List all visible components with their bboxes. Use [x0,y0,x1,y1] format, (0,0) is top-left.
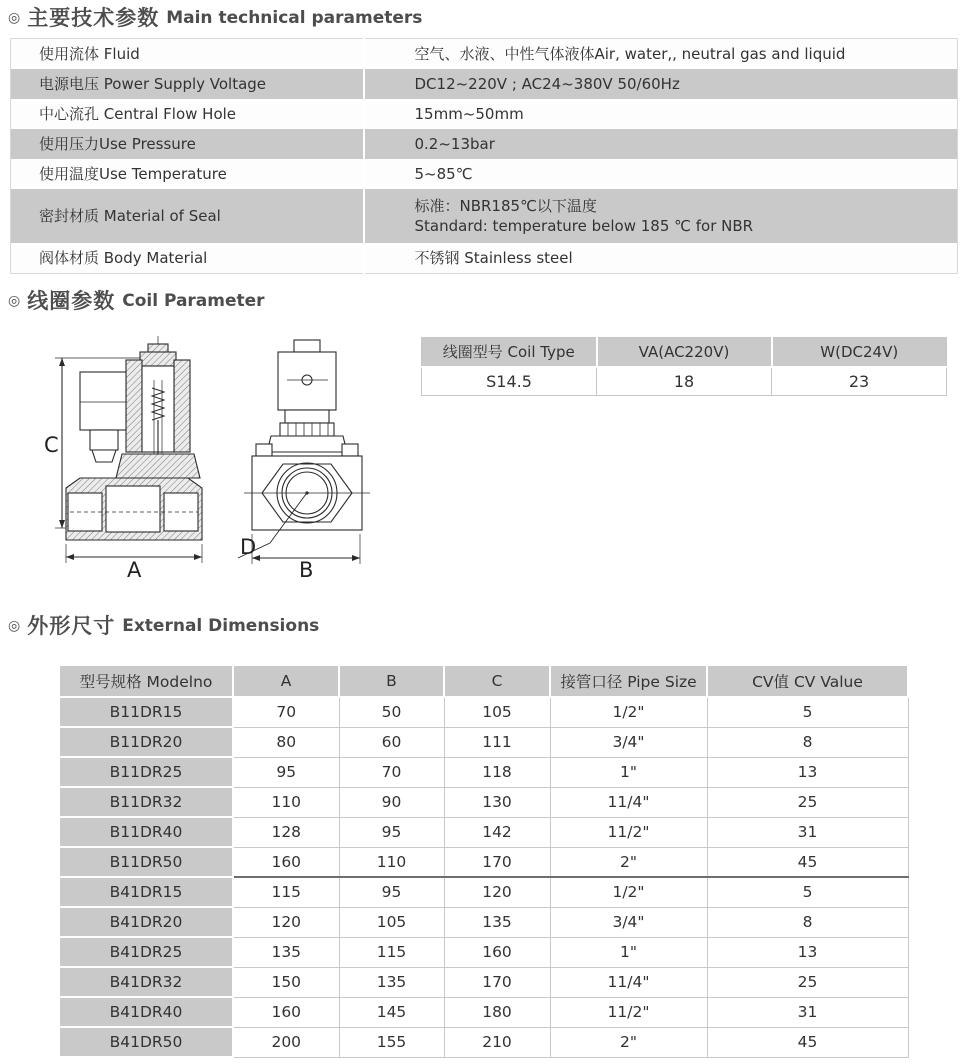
dimension-value-cell: 105 [444,697,550,727]
dim-header-pipe-size: 接管口径 Pipe Size [550,665,707,697]
dimension-value-cell: 180 [444,997,550,1027]
coil-va-value: 18 [597,367,772,396]
dimension-value-cell: 25 [707,967,908,997]
dimension-value-cell: 2" [550,847,707,877]
param-value-line-en: Standard: temperature below 185 ℃ for NBR [414,217,754,235]
dimensions-table-row [59,967,908,997]
dimension-value-cell: 13 [707,937,908,967]
dim-label-b: B [299,558,314,580]
model-number-cell: B41DR50 [59,1027,233,1057]
coil-w-value: 23 [772,367,947,396]
dimensions-title-zh: 外形尺寸 [27,614,116,638]
param-row-temperature [11,159,958,189]
dimension-value-cell: 135 [233,937,339,967]
coil-header-type: 线圈型号 Coil Type [422,338,597,367]
dimension-value-cell: 70 [339,757,444,787]
dimension-value-cell: 210 [444,1027,550,1057]
param-label: 中心流孔 Central Flow Hole [11,99,364,129]
param-value: 空气、水液、中性气体液体Air, water,, neutral gas and liquid [414,45,846,63]
valve-technical-drawing [40,330,400,580]
dimension-value-cell: 80 [233,727,339,757]
dimension-value-cell: 11/4" [550,787,707,817]
section-bullet-icon: ◎ [8,618,21,634]
dimension-value-cell: 110 [339,847,444,877]
dimension-value-cell: 155 [339,1027,444,1057]
dimension-value-cell: 1/2" [550,877,707,907]
dim-label-c: C [44,433,59,457]
coil-table-header-row [422,338,947,367]
dimension-value-cell: 95 [339,877,444,907]
model-number-cell: B41DR20 [59,907,233,937]
dimension-value-cell: 135 [444,907,550,937]
dimension-value-cell: 1/2" [550,697,707,727]
param-label: 密封材质 Material of Seal [11,189,364,243]
dimension-value-cell: 170 [444,967,550,997]
dim-header-a: A [233,665,339,697]
param-value: 0.2~13bar [414,135,495,153]
dimension-value-cell: 25 [707,787,908,817]
coil-header-va: VA(AC220V) [597,338,772,367]
dimension-value-cell: 170 [444,847,550,877]
dimensions-table-row [59,997,908,1027]
dimension-value-cell: 160 [233,997,339,1027]
dimension-value-cell: 130 [444,787,550,817]
dimension-value-cell: 11/4" [550,967,707,997]
model-number-cell: B41DR15 [59,877,233,907]
datasheet-page [0,5,960,1058]
section-title-main-params [8,5,960,31]
dim-header-model: 型号规格 Modelno [59,665,233,697]
dimensions-table-row [59,727,908,757]
dimension-value-cell: 135 [339,967,444,997]
dimension-value-cell: 200 [233,1027,339,1057]
dimension-value-cell: 115 [233,877,339,907]
dimensions-table-row [59,937,908,967]
dimensions-header-row [59,665,908,697]
dimension-value-cell: 95 [233,757,339,787]
valve-front-view [238,340,370,564]
dim-header-c: C [444,665,550,697]
model-number-cell: B11DR15 [59,697,233,727]
dimension-value-cell: 8 [707,907,908,937]
main-params-title-zh: 主要技术参数 [27,6,160,30]
coil-header-w: W(DC24V) [772,338,947,367]
dimension-value-cell: 8 [707,727,908,757]
param-value-line-zh: 标准：NBR185℃以下温度 [414,197,597,215]
dimension-value-cell: 160 [233,847,339,877]
dimension-value-cell: 150 [233,967,339,997]
dimension-value-cell: 1" [550,937,707,967]
coil-section-content [40,330,960,580]
dimension-value-cell: 111 [444,727,550,757]
valve-cross-section-view [55,336,202,563]
model-number-cell: B11DR32 [59,787,233,817]
dimensions-table-row [59,697,908,727]
model-number-cell: B11DR20 [59,727,233,757]
dimension-value-cell: 11/2" [550,997,707,1027]
dimension-value-cell: 60 [339,727,444,757]
dimension-value-cell: 70 [233,697,339,727]
dimension-value-cell: 160 [444,937,550,967]
dimensions-table-row [59,877,908,907]
dimensions-table-row [59,757,908,787]
param-value: 15mm~50mm [414,105,524,123]
dimensions-table-row [59,787,908,817]
dimension-value-cell: 45 [707,847,908,877]
dim-header-b: B [339,665,444,697]
param-value [364,189,958,243]
param-row-fluid [11,39,958,70]
param-label: 使用温度Use Temperature [11,159,364,189]
dimension-value-cell: 95 [339,817,444,847]
dimension-value-cell: 11/2" [550,817,707,847]
section-bullet-icon: ◎ [8,10,21,26]
coil-title-en: Coil Parameter [122,291,265,311]
main-parameters-table [10,38,958,274]
dimension-value-cell: 5 [707,877,908,907]
external-dimensions-table [58,664,909,1058]
dimension-value-cell: 31 [707,817,908,847]
dimension-value-cell: 120 [233,907,339,937]
dimension-value-cell: 115 [339,937,444,967]
section-title-external-dimensions [8,613,960,639]
dimension-value-cell: 145 [339,997,444,1027]
dimension-value-cell: 128 [233,817,339,847]
dimension-value-cell: 105 [339,907,444,937]
dimension-value-cell: 3/4" [550,907,707,937]
model-number-cell: B41DR32 [59,967,233,997]
section-title-coil-parameter [8,288,960,314]
dimension-value-cell: 31 [707,997,908,1027]
param-label: 电源电压 Power Supply Voltage [11,69,364,99]
dimension-value-cell: 50 [339,697,444,727]
param-row-pressure [11,129,958,159]
dimensions-table-row [59,847,908,877]
param-row-body-material [11,243,958,274]
model-number-cell: B11DR25 [59,757,233,787]
model-number-cell: B41DR25 [59,937,233,967]
coil-type-value: S14.5 [422,367,597,396]
section-bullet-icon: ◎ [8,293,21,309]
param-value: 5~85℃ [414,165,473,183]
dimensions-table-row [59,1027,908,1057]
coil-table-data-row [422,367,947,396]
param-label: 阀体材质 Body Material [11,243,364,274]
coil-parameter-table [421,337,947,396]
dimension-value-cell: 45 [707,1027,908,1057]
coil-title-zh: 线圈参数 [27,289,116,313]
main-params-title-en: Main technical parameters [166,8,423,28]
dim-header-cv-value: CV值 CV Value [707,665,908,697]
model-number-cell: B41DR40 [59,997,233,1027]
dimensions-title-en: External Dimensions [122,616,320,636]
param-label: 使用流体 Fluid [11,39,364,70]
param-row-flow-hole [11,99,958,129]
param-row-seal-material [11,189,958,243]
dimension-value-cell: 90 [339,787,444,817]
dimension-value-cell: 3/4" [550,727,707,757]
param-value: DC12~220V ; AC24~380V 50/60Hz [414,75,680,93]
dimension-value-cell: 13 [707,757,908,787]
dimension-value-cell: 2" [550,1027,707,1057]
coil-table-wrap [421,337,947,396]
param-row-voltage [11,69,958,99]
param-value: 不锈钢 Stainless steel [414,249,573,267]
dimension-value-cell: 110 [233,787,339,817]
dimension-value-cell: 1" [550,757,707,787]
dimension-value-cell: 5 [707,697,908,727]
dimension-value-cell: 120 [444,877,550,907]
dimensions-table-body [59,697,908,1057]
model-number-cell: B11DR40 [59,817,233,847]
dimensions-table-row [59,907,908,937]
dimension-value-cell: 142 [444,817,550,847]
dimensions-table-row [59,817,908,847]
dim-label-d: D [240,535,257,559]
param-label: 使用压力Use Pressure [11,129,364,159]
model-number-cell: B11DR50 [59,847,233,877]
dimension-value-cell: 118 [444,757,550,787]
dim-label-a: A [127,558,142,580]
